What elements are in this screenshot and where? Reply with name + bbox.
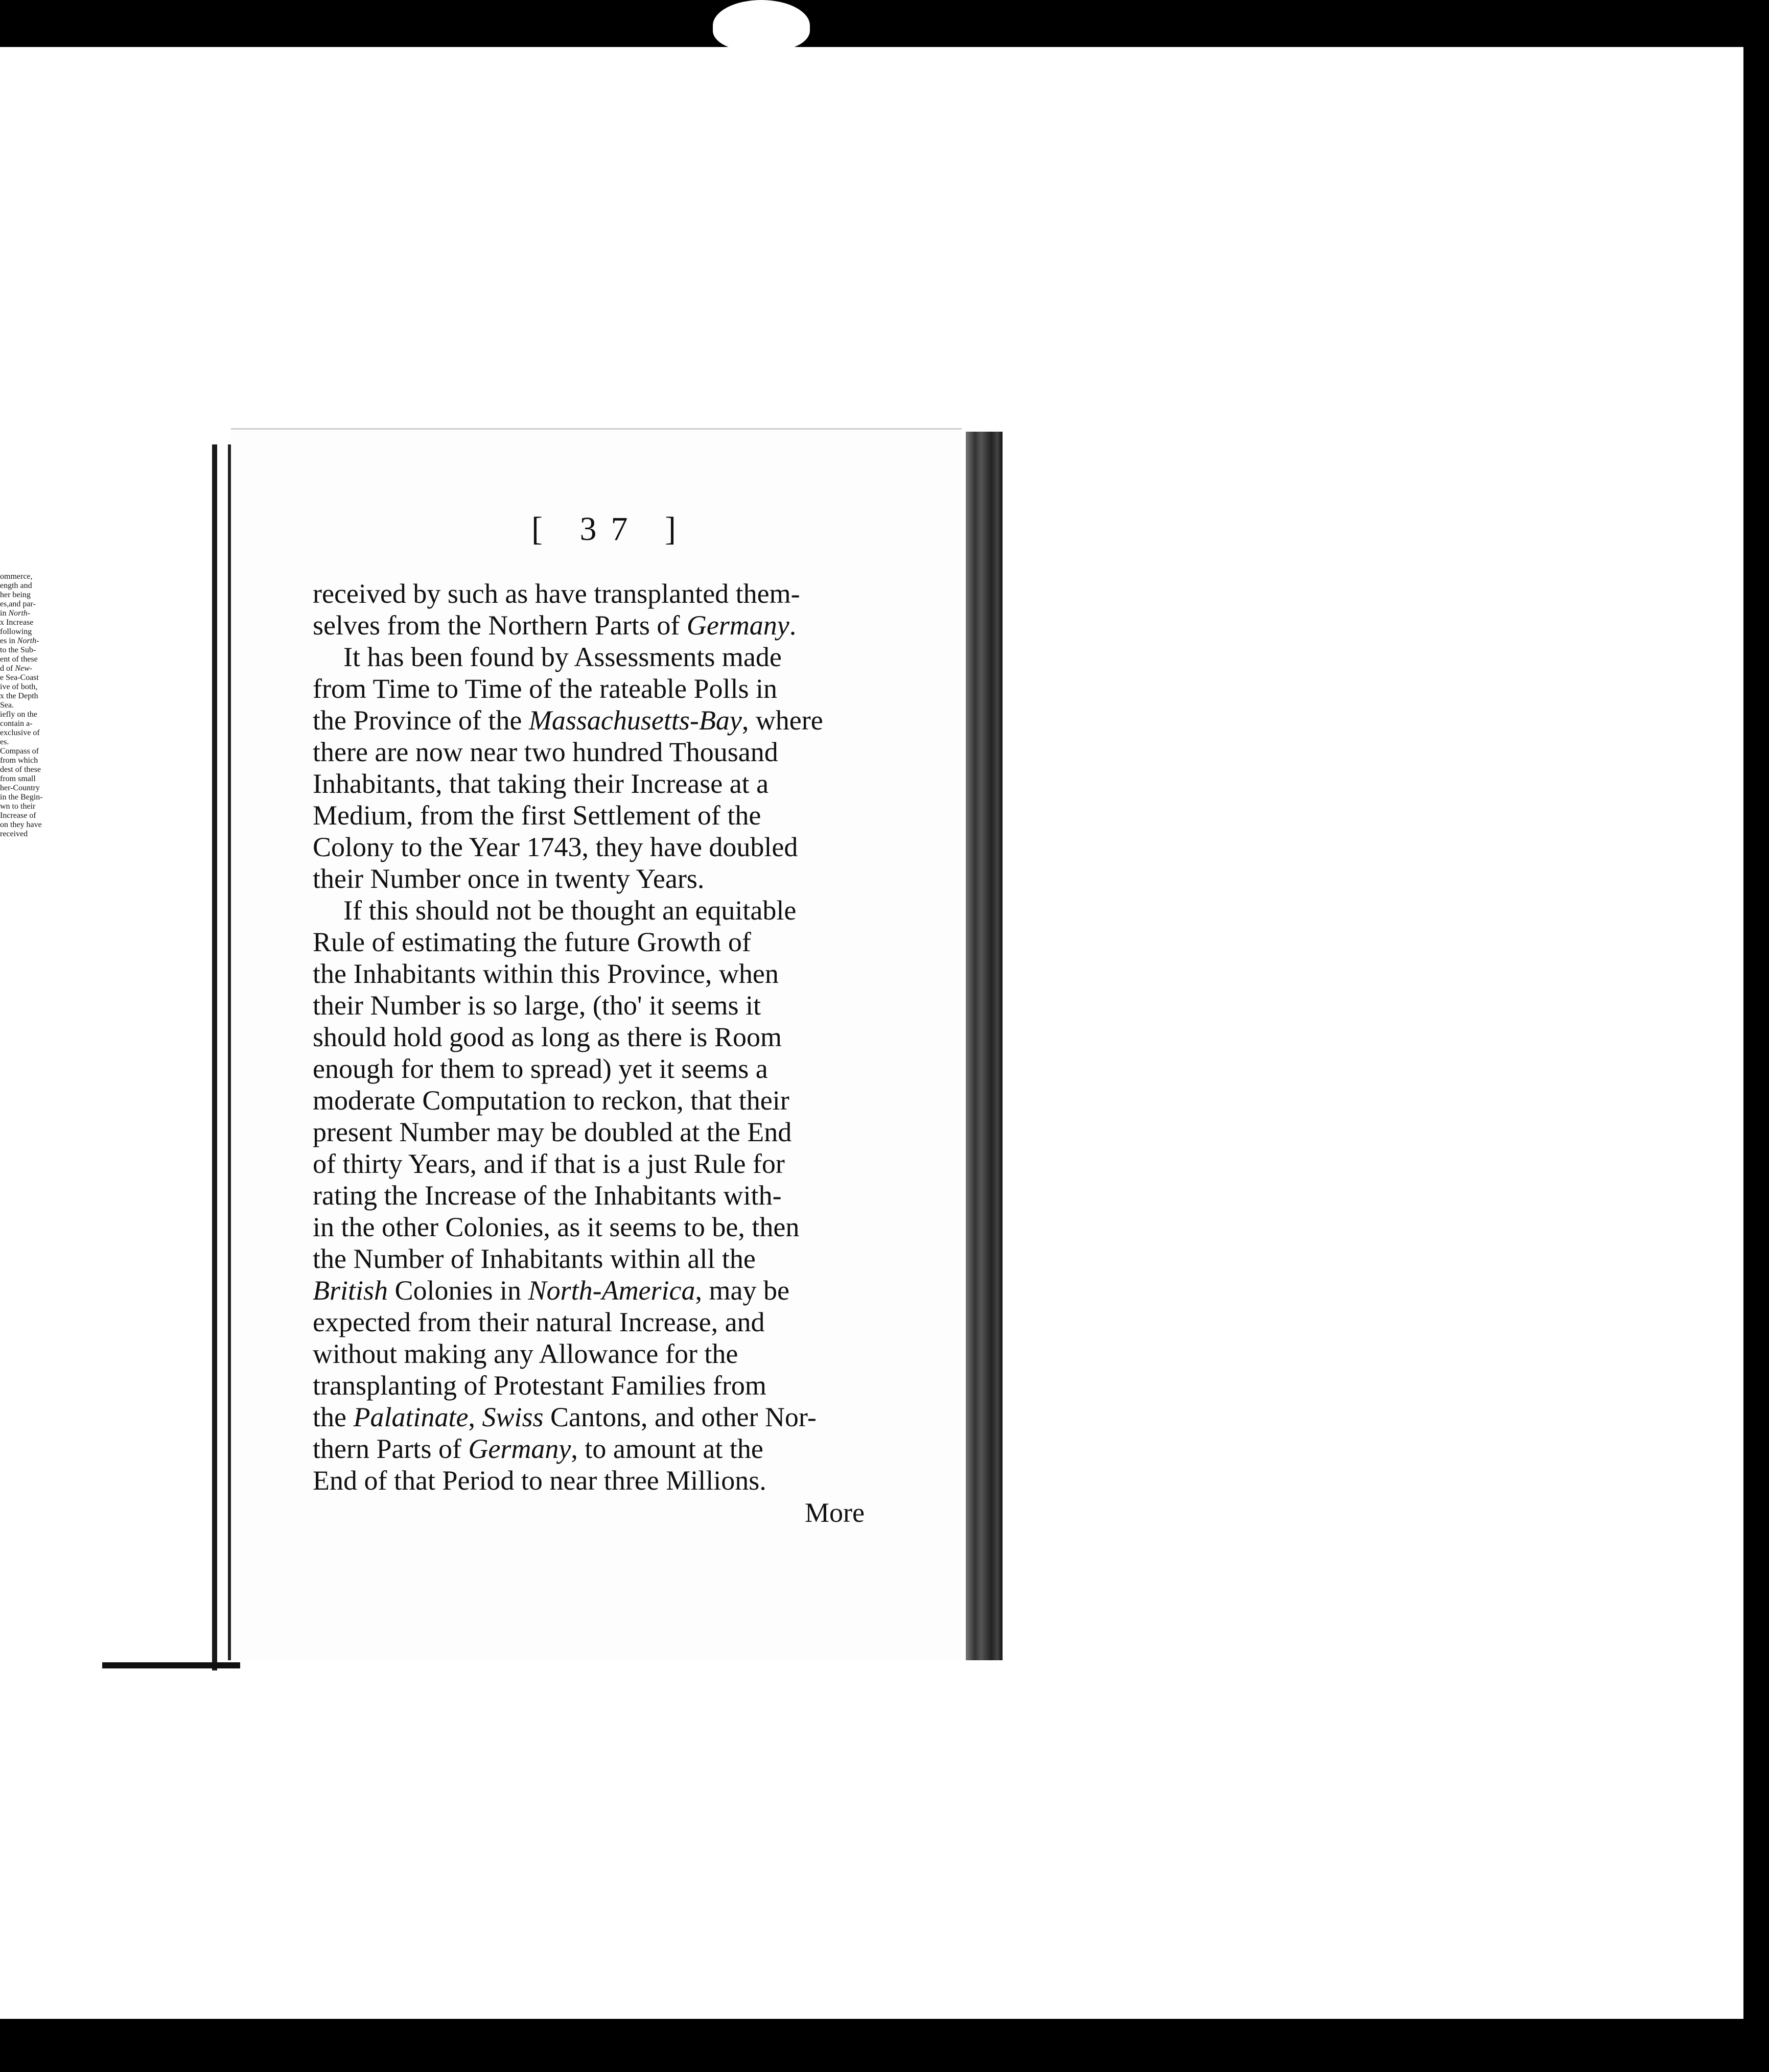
- left-line: Sea.: [0, 701, 14, 710]
- text-line: their Number is so large, (tho' it seems it: [313, 990, 761, 1021]
- left-line: on they have: [0, 820, 42, 829]
- left-line: x the Depth: [0, 692, 38, 700]
- left-page-text: [0, 572, 156, 1543]
- text-line: If this should not be thought an equitable: [343, 895, 797, 926]
- left-line: ent of these: [0, 655, 38, 664]
- left-line: exclusive of: [0, 728, 40, 737]
- text-line: It has been found by Assessments made: [343, 642, 782, 672]
- text-line: expected from their natural Increase, and: [313, 1307, 765, 1337]
- left-line: her being: [0, 591, 31, 599]
- left-line: to the Sub-: [0, 646, 36, 654]
- left-line: from small: [0, 774, 36, 783]
- text-line: their Number once in twenty Years.: [313, 863, 705, 894]
- left-line: in North-: [0, 609, 31, 618]
- text-line: of thirty Years, and if that is a just Rule for: [313, 1148, 785, 1179]
- text-line: present Number may be doubled at the End: [313, 1117, 792, 1147]
- text-line: in the other Colonies, as it seems to be, then: [313, 1212, 800, 1242]
- book-fore-edge: [966, 432, 1003, 1660]
- text-line: the Palatinate, Swiss Cantons, and other Nor-: [313, 1402, 817, 1432]
- left-line: in the Begin-: [0, 793, 43, 802]
- text-line: transplanting of Protestant Families from: [313, 1370, 766, 1401]
- left-line: Compass of: [0, 747, 39, 756]
- text-line: the Province of the Massachusetts-Bay, where: [313, 705, 823, 736]
- left-line: wn to their: [0, 802, 36, 811]
- left-line: iefly on the: [0, 710, 37, 719]
- left-line: her-Country: [0, 784, 40, 792]
- left-line: received: [0, 830, 28, 838]
- left-line: e Sea-Coast: [0, 673, 39, 682]
- book-gutter: [212, 444, 217, 1670]
- left-line: contain a-: [0, 719, 33, 728]
- text-line: from Time to Time of the rateable Polls in: [313, 673, 778, 704]
- text-line: Rule of estimating the future Growth of: [313, 927, 751, 957]
- left-line: d of New-: [0, 664, 33, 673]
- page-bottom-edge: [102, 1662, 240, 1668]
- left-line: ommerce,: [0, 572, 33, 581]
- left-line: x Increase: [0, 618, 34, 627]
- text-line: Medium, from the first Settlement of the: [313, 800, 761, 831]
- text-line: British Colonies in North-America, may be: [313, 1275, 789, 1306]
- left-line: ive of both,: [0, 682, 38, 691]
- text-line: the Inhabitants within this Province, when: [313, 958, 779, 989]
- text-line: Inhabitants, that taking their Increase at a: [313, 768, 769, 799]
- text-line: without making any Allowance for the: [313, 1338, 738, 1369]
- catchword: More: [805, 1497, 865, 1528]
- text-line: selves from the Northern Parts of Germany.: [313, 610, 797, 641]
- scanner-artifact: [713, 0, 810, 51]
- text-line: enough for them to spread) yet it seems a: [313, 1053, 768, 1084]
- text-line: there are now near two hundred Thousand: [313, 737, 778, 767]
- text-line: received by such as have transplanted them-: [313, 578, 800, 609]
- text-line: the Number of Inhabitants within all the: [313, 1243, 756, 1274]
- text-line: thern Parts of Germany, to amount at the: [313, 1433, 763, 1464]
- page-number: [ 37 ]: [531, 510, 690, 548]
- left-line: following: [0, 627, 32, 636]
- text-line: End of that Period to near three Millions.: [313, 1465, 766, 1496]
- left-line: dest of these: [0, 765, 41, 774]
- left-line: Increase of: [0, 811, 36, 820]
- left-line: from which: [0, 756, 38, 765]
- text-line: Colony to the Year 1743, they have doubled: [313, 832, 798, 862]
- page-fold-line: [228, 444, 231, 1660]
- left-line: ength and: [0, 581, 32, 590]
- text-line: moderate Computation to reckon, that their: [313, 1085, 789, 1116]
- text-line: rating the Increase of the Inhabitants with-: [313, 1180, 782, 1211]
- left-line: es.: [0, 738, 9, 746]
- text-line: should hold good as long as there is Room: [313, 1022, 782, 1052]
- left-line: es,and par-: [0, 600, 36, 608]
- left-line: es in North-: [0, 637, 39, 645]
